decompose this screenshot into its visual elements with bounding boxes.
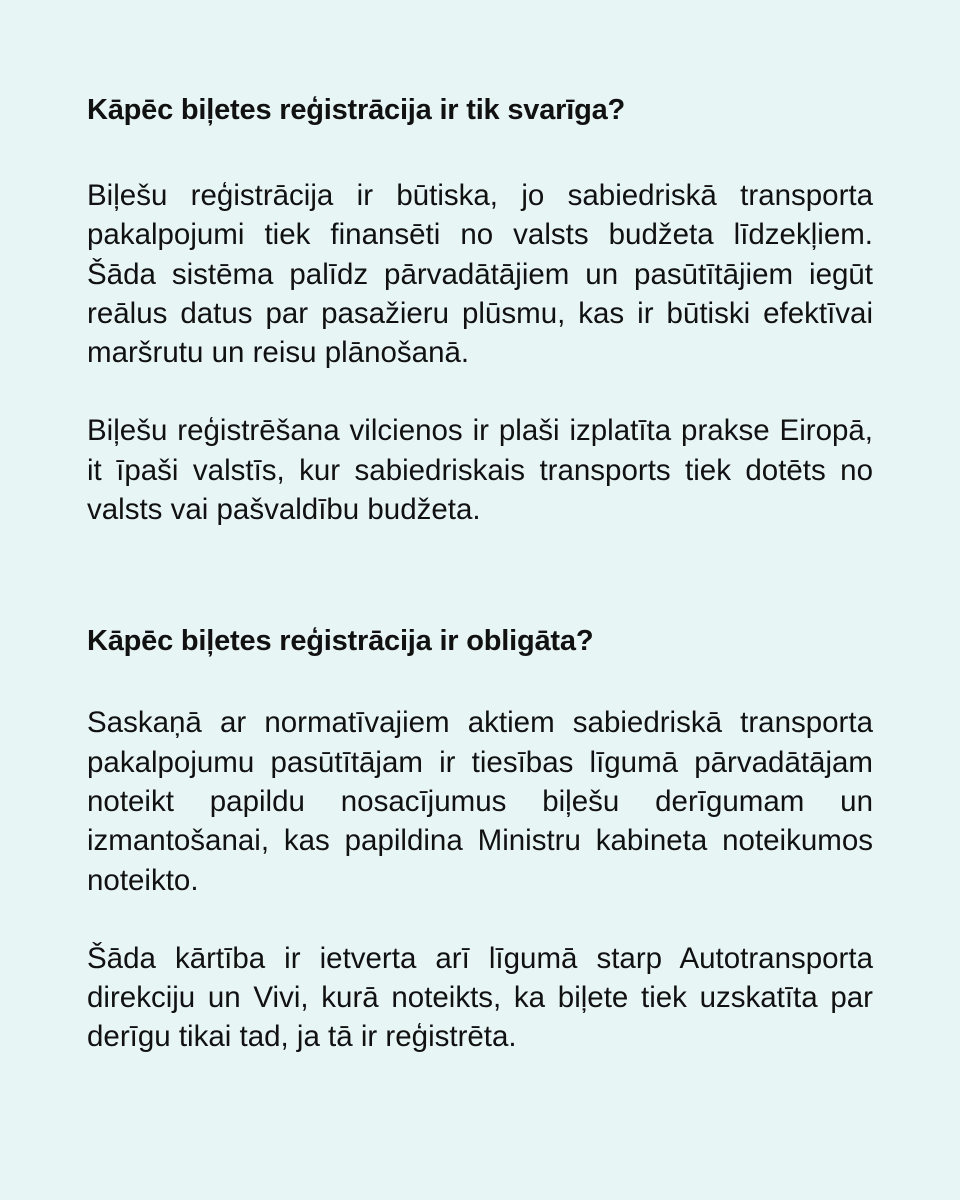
section-why-mandatory — [87, 621, 873, 1056]
section-heading: Kāpēc biļetes reģistrācija ir obligāta? — [87, 625, 594, 658]
section-paragraph: Saskaņā ar normatīvajiem aktiem sabiedriskā transporta pakalpojumu pasūtītājam ir tiesības līgumā pārvadātājam noteikt papildu nosacījumus biļešu derīgumam un izmantošanai, kas papildina Ministru kabineta noteikumos noteikto. — [87, 706, 873, 897]
section-paragraph: Biļešu reģistrācija ir būtiska, jo sabiedriskā transporta pakalpojumi tiek finansēti no valsts budžeta līdzekļiem. Šāda sistēma palīdz pārvadātājiem un pasūtītājiem iegūt reālus datus par pasažieru plūsmu, kas ir būtiski efektīvai maršrutu un reisu plānošanā. — [87, 179, 873, 370]
section-heading: Kāpēc biļetes reģistrācija ir tik svarīga? — [87, 94, 626, 126]
section-why-important — [87, 90, 873, 529]
section-paragraph: Biļešu reģistrēšana vilcienos ir plaši izplatīta prakse Eiropā, it īpaši valstīs, kur sabiedriskais transports tiek dotēts no valsts vai pašvaldību budžeta. — [87, 414, 873, 527]
section-paragraph: Šāda kārtība ir ietverta arī līgumā starp Autotransporta direkciju un Vivi, kurā noteikts, ka biļete tiek uzskatīta par derīgu tikai tad, ja tā ir reģistrēta. — [87, 941, 873, 1054]
